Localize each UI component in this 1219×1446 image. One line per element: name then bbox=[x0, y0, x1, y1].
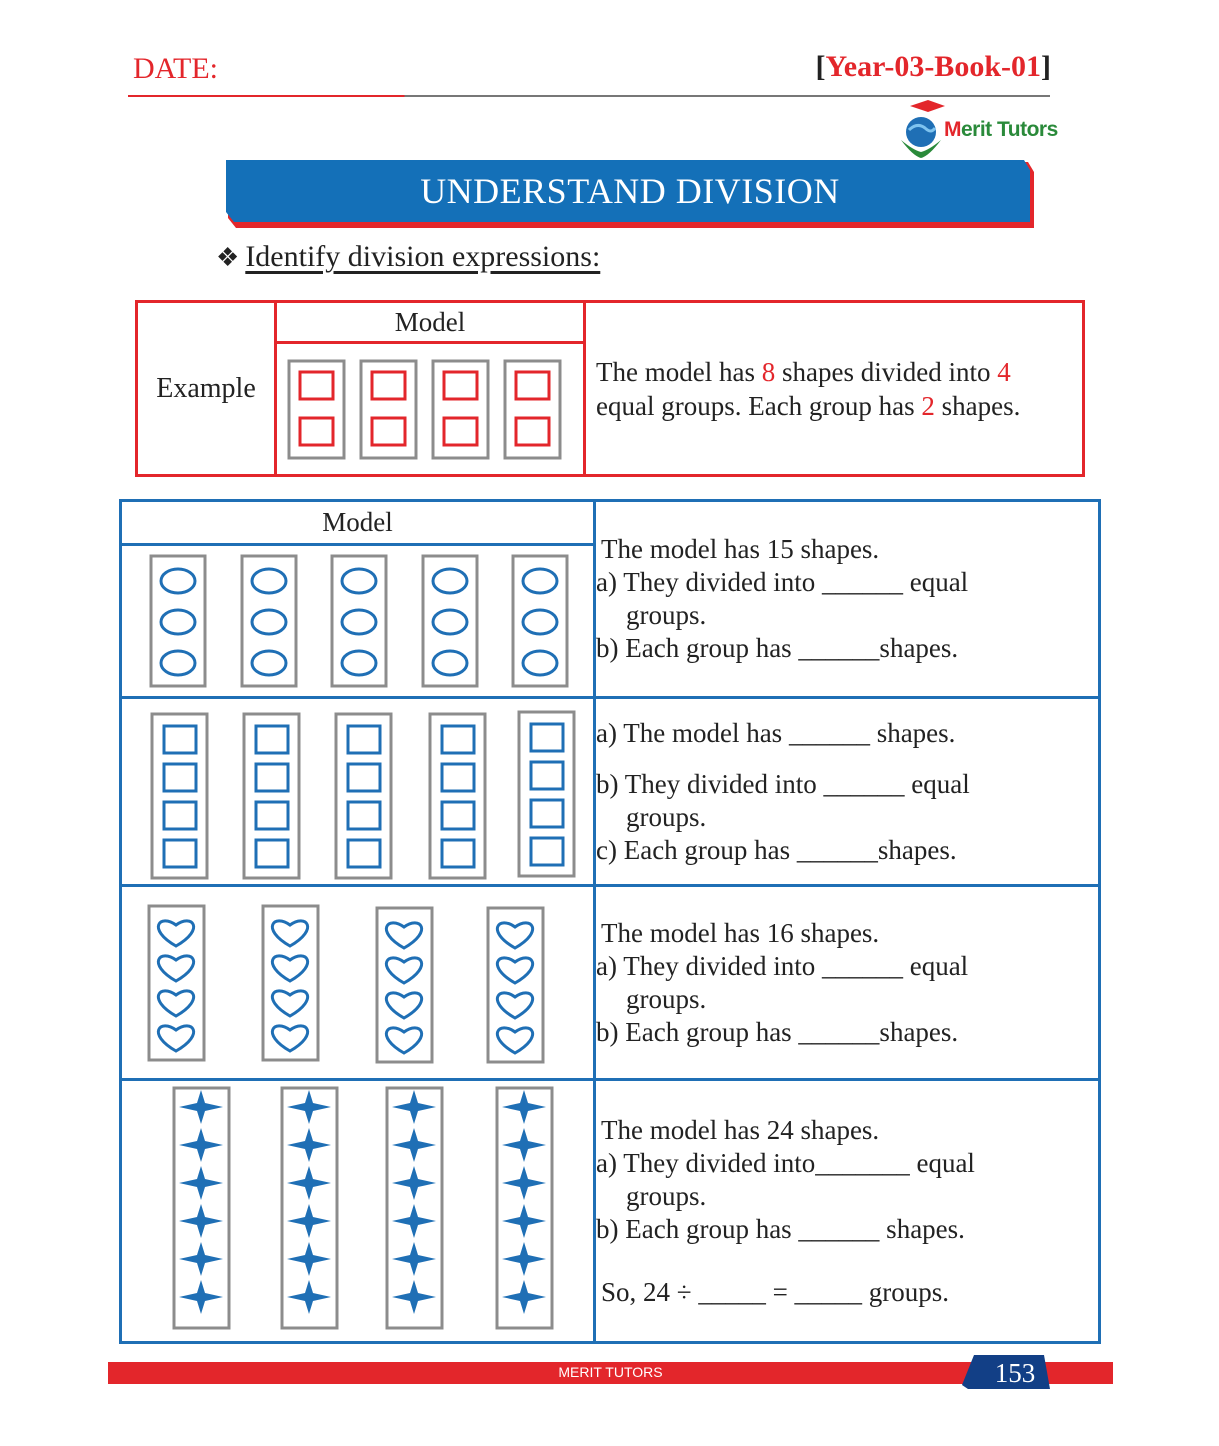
section-heading bbox=[216, 240, 600, 274]
heart-icon bbox=[497, 957, 532, 982]
example-text-1: The model has bbox=[596, 356, 762, 387]
star-icon bbox=[392, 1204, 436, 1238]
blue-square-shape bbox=[348, 726, 380, 753]
q1-part-a: a) They divided into ______ equal bbox=[596, 567, 969, 597]
example-text-3: equal groups. Each group has bbox=[596, 390, 922, 421]
heart-icon bbox=[272, 990, 307, 1015]
example-per-group: 2 bbox=[921, 390, 935, 421]
star-icon bbox=[287, 1204, 331, 1238]
model-squares-cell bbox=[121, 698, 595, 886]
page-number: 153 bbox=[994, 1358, 1036, 1388]
heart-icon bbox=[158, 990, 193, 1015]
heart-icon bbox=[497, 1027, 532, 1052]
q1-intro: The model has 15 shapes. bbox=[601, 534, 880, 564]
model-hearts bbox=[122, 889, 592, 1077]
star-icon bbox=[392, 1128, 436, 1162]
logo-text-m: M bbox=[944, 118, 961, 141]
page-title: UNDERSTAND DIVISION bbox=[420, 171, 840, 211]
star-icon bbox=[179, 1090, 223, 1124]
model-stars bbox=[122, 1081, 592, 1341]
blue-square-shape bbox=[348, 802, 380, 829]
q3-intro: The model has 16 shapes. bbox=[601, 917, 880, 948]
example-table bbox=[135, 300, 1085, 477]
star-icon bbox=[179, 1204, 223, 1238]
q1-part-a-cont: groups. bbox=[626, 600, 707, 630]
model-circles bbox=[122, 548, 592, 695]
section-heading-text: Identify division expressions: bbox=[245, 240, 601, 273]
worksheet-model-header: Model bbox=[121, 501, 595, 545]
star-icon bbox=[502, 1090, 546, 1124]
blue-square-shape bbox=[442, 802, 474, 829]
q3-part-a: a) They divided into ______ equal bbox=[596, 950, 969, 981]
example-groups: 4 bbox=[997, 356, 1011, 387]
blue-square-shape bbox=[164, 802, 196, 829]
star-icon bbox=[502, 1204, 546, 1238]
blue-square-shape bbox=[164, 840, 196, 867]
blue-square-shape bbox=[442, 726, 474, 753]
q4-intro: The model has 24 shapes. bbox=[601, 1114, 880, 1145]
date-label: DATE: bbox=[133, 52, 218, 85]
q4-part-a-cont: groups. bbox=[626, 1180, 707, 1211]
star-icon bbox=[287, 1280, 331, 1314]
star-icon bbox=[179, 1128, 223, 1162]
heart-icon bbox=[497, 922, 532, 947]
blue-square-shape bbox=[348, 764, 380, 791]
q4-equation: So, 24 ÷ _____ = _____ groups. bbox=[601, 1276, 950, 1307]
model-hearts-cell bbox=[121, 886, 595, 1080]
example-description bbox=[585, 302, 1084, 476]
star-icon bbox=[502, 1166, 546, 1200]
heart-icon bbox=[272, 955, 307, 980]
q2-part-c: c) Each group has ______shapes. bbox=[596, 834, 957, 865]
logo-text bbox=[944, 118, 1058, 142]
star-icon bbox=[392, 1242, 436, 1276]
star-icon bbox=[287, 1090, 331, 1124]
blue-square-shape bbox=[531, 762, 563, 789]
heart-icon bbox=[272, 1025, 307, 1050]
heart-icon bbox=[497, 992, 532, 1017]
q3-part-a-cont: groups. bbox=[626, 983, 707, 1014]
blue-square-shape bbox=[164, 764, 196, 791]
example-model-cell bbox=[276, 343, 585, 476]
heart-icon bbox=[386, 1027, 421, 1052]
star-icon bbox=[287, 1128, 331, 1162]
star-icon bbox=[392, 1166, 436, 1200]
diamond-bullet-icon: ❖ bbox=[216, 243, 240, 272]
blue-square-shape bbox=[531, 724, 563, 751]
star-icon bbox=[179, 1242, 223, 1276]
question-4 bbox=[595, 1080, 1100, 1343]
heart-icon bbox=[158, 1025, 193, 1050]
blue-square-shape bbox=[531, 838, 563, 865]
blue-square-shape bbox=[442, 840, 474, 867]
star-icon bbox=[179, 1280, 223, 1314]
heart-icon bbox=[272, 920, 307, 945]
blue-square-shape bbox=[256, 726, 288, 753]
model-stars-cell bbox=[121, 1080, 595, 1343]
heart-icon bbox=[158, 920, 193, 945]
blue-square-shape bbox=[256, 840, 288, 867]
heart-icon bbox=[386, 957, 421, 982]
q3-part-b: b) Each group has ______shapes. bbox=[596, 1016, 959, 1047]
q2-part-b-cont: groups. bbox=[626, 801, 707, 832]
question-3 bbox=[595, 886, 1100, 1080]
star-icon bbox=[392, 1090, 436, 1124]
example-total: 8 bbox=[761, 356, 776, 387]
blue-square-shape bbox=[348, 840, 380, 867]
example-text-2: shapes divided into bbox=[775, 356, 998, 387]
example-text-4: shapes. bbox=[934, 390, 1021, 421]
star-icon bbox=[287, 1242, 331, 1276]
graduation-cap-icon bbox=[910, 100, 945, 112]
blue-squares-group bbox=[164, 724, 563, 867]
q4-part-b: b) Each group has ______ shapes. bbox=[596, 1213, 965, 1244]
header-divider bbox=[128, 95, 1050, 97]
model-circles-cell bbox=[121, 545, 595, 698]
star-icon bbox=[502, 1128, 546, 1162]
worksheet-table bbox=[119, 499, 1101, 1344]
q2-part-b: b) They divided into ______ equal bbox=[596, 768, 970, 799]
blue-square-shape bbox=[256, 802, 288, 829]
star-icon bbox=[502, 1242, 546, 1276]
blue-stars-group bbox=[179, 1090, 546, 1314]
blue-square-shape bbox=[164, 726, 196, 753]
star-icon bbox=[502, 1280, 546, 1314]
blue-square-shape bbox=[256, 764, 288, 791]
question-2 bbox=[595, 698, 1100, 886]
blue-square-shape bbox=[531, 800, 563, 827]
example-label: Example bbox=[137, 302, 276, 476]
book-code: [Year-03-Book-01] bbox=[815, 50, 1051, 83]
question-1 bbox=[595, 501, 1100, 698]
heart-icon bbox=[386, 992, 421, 1017]
book-code-text: Year-03-Book-01 bbox=[825, 50, 1041, 83]
star-icon bbox=[179, 1166, 223, 1200]
blue-hearts-group bbox=[158, 920, 532, 1052]
heart-icon bbox=[386, 922, 421, 947]
q1-part-b: b) Each group has ______shapes. bbox=[596, 633, 959, 663]
model-squares bbox=[122, 701, 592, 883]
q2-part-a: a) The model has ______ shapes. bbox=[596, 717, 956, 748]
heart-icon bbox=[158, 955, 193, 980]
example-model-header: Model bbox=[276, 302, 585, 343]
star-icon bbox=[392, 1280, 436, 1314]
example-model-squares bbox=[277, 344, 580, 474]
q4-part-a: a) They divided into_______ equal bbox=[596, 1147, 975, 1178]
logo-text-rest: erit Tutors bbox=[961, 118, 1058, 141]
footer-brand: MERIT TUTORS bbox=[558, 1364, 663, 1380]
blue-square-shape bbox=[442, 764, 474, 791]
star-icon bbox=[287, 1166, 331, 1200]
